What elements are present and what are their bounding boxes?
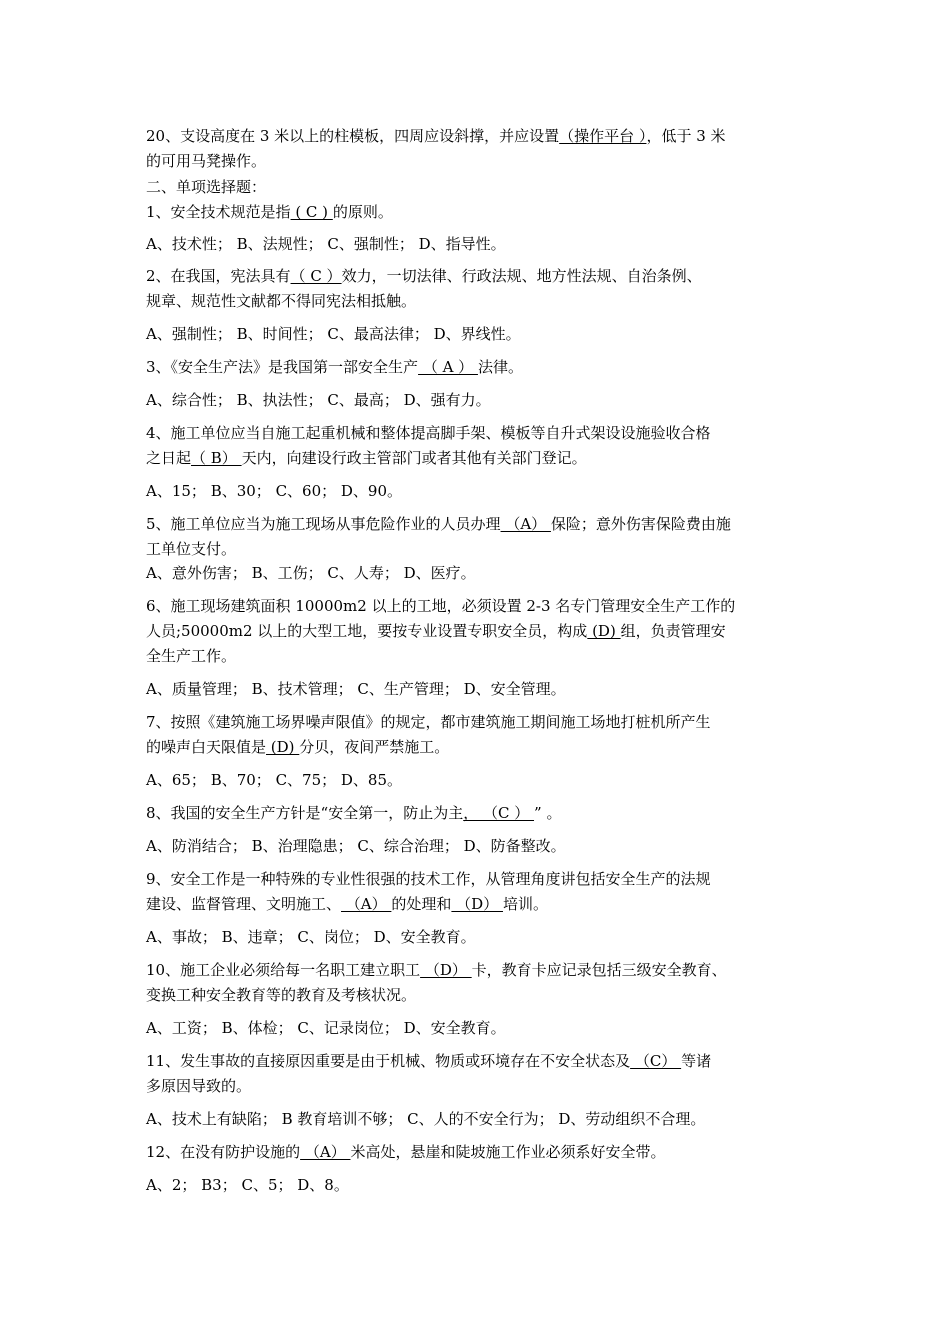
section-title: 二、单项选择题： (146, 178, 267, 196)
answer-blank: （ B） (191, 449, 242, 467)
q9-question-line-1: 9、安全工作是一种特殊的专业性很强的技术工作，从管理角度讲包括安全生产的法规 (146, 870, 711, 888)
q1-question: 1、安全技术规范是指 ( C ) 的原则。 (146, 203, 393, 221)
q2-options: A、强制性； B、时间性； C、最高法律； D、界线性。 (146, 325, 521, 343)
answer-blank: （D） (420, 961, 472, 979)
q5-question-line-2: 工单位支付。 (146, 540, 237, 558)
q11-question: 11、发生事故的直接原因重要是由于机械、物质或环境存在不安全状态及 （C） 等诸 (146, 1052, 712, 1070)
answer-blank: （D） (451, 895, 503, 913)
q9-options: A、事故； B、违章； C、岗位； D、安全教育。 (146, 928, 476, 946)
q4-options: A、15； B、30； C、60； D、90。 (146, 482, 403, 500)
q2-question-line-2: 规章、规范性文献都不得同宪法相抵触。 (146, 292, 417, 310)
q1-options: A、技术性； B、法规性； C、强制性； D、指导性。 (146, 235, 506, 253)
q20-line-1: 20、支设高度在 3 米以上的柱模板，四周应设斜撑，并应设置（操作平台 ），低于 3 米 (146, 127, 726, 145)
q3-options: A、综合性； B、执法性； C、最高； D、强有力。 (146, 391, 491, 409)
answer-blank: （操作平台 ） (559, 127, 647, 145)
answer-blank: （A） (341, 895, 392, 913)
q11-options: A、技术上有缺陷； B 教育培训不够； C、人的不安全行为； D、劳动组织不合理。 (146, 1110, 706, 1128)
q12-question: 12、在没有防护设施的 （A） 米高处，悬崖和陡坡施工作业必须系好安全带。 (146, 1143, 666, 1161)
q4-question-line-1: 4、施工单位应当自施工起重机械和整体提高脚手架、模板等自升式架设设施验收合格 (146, 424, 711, 442)
answer-blank: （A） (300, 1143, 351, 1161)
q3-question: 3、《安全生产法》是我国第一部安全生产 （ A ） 法律。 (146, 358, 523, 376)
q11-question-line-2: 多原因导致的。 (146, 1077, 252, 1095)
q6-question-line-1: 6、施工现场建筑面积 10000m2 以上的工地，必须设置 2-3 名专门管理安全生产工作的 (146, 597, 736, 615)
answer-blank: ( C ) (290, 203, 333, 221)
q4-question: 之日起（ B） 天内，向建设行政主管部门或者其他有关部门登记。 (146, 449, 587, 467)
q8-question: 8、我国的安全生产方针是“安全第一，防止为主， （C ） ” 。 (146, 804, 562, 822)
answer-blank: (D) (587, 622, 621, 640)
q10-question-line-2: 变换工种安全教育等的教育及考核状况。 (146, 986, 417, 1004)
q20-line-2: 的可用马凳操作。 (146, 152, 267, 170)
answer-blank: （ A ） (418, 358, 478, 376)
answer-blank: （C） (630, 1052, 682, 1070)
q12-options: A、2； B3； C、5； D、8。 (146, 1176, 349, 1194)
q9-question: 建设、监督管理、文明施工、 （A） 的处理和 （D） 培训。 (146, 895, 548, 913)
q10-question: 10、施工企业必须给每一名职工建立职工 （D） 卡，教育卡应记录包括三级安全教育、 (146, 961, 727, 979)
q2-question: 2、在我国，宪法具有（ C ）效力，一切法律、行政法规、地方性法规、自治条例、 (146, 267, 702, 285)
answer-blank: （ C ） (290, 267, 342, 285)
q6-question: 人员;50000m2 以上的大型工地，要按专业设置专职安全员，构成 (D) 组，负责管理安 (146, 622, 726, 640)
answer-blank: （A） (500, 515, 551, 533)
q5-options: A、意外伤害； B、工伤； C、人寿； D、医疗。 (146, 564, 476, 582)
answer-blank: ， （C ） (463, 804, 535, 822)
q5-question: 5、施工单位应当为施工现场从事危险作业的人员办理 （A） 保险；意外伤害保险费由施 (146, 515, 731, 533)
q7-question-line-1: 7、按照《建筑施工场界噪声限值》的规定，都市建筑施工期间施工场地打桩机所产生 (146, 713, 711, 731)
q8-options: A、防消结合； B、治理隐患； C、综合治理； D、防备整改。 (146, 837, 566, 855)
answer-blank: (D) (266, 738, 300, 756)
q7-options: A、65； B、70； C、75； D、85。 (146, 771, 403, 789)
q7-question: 的噪声白天限值是 (D) 分贝，夜间严禁施工。 (146, 738, 450, 756)
q6-options: A、质量管理； B、技术管理； C、生产管理； D、安全管理。 (146, 680, 566, 698)
q10-options: A、工资； B、体检； C、记录岗位； D、安全教育。 (146, 1019, 506, 1037)
q6-question-line-3: 全生产工作。 (146, 647, 237, 665)
